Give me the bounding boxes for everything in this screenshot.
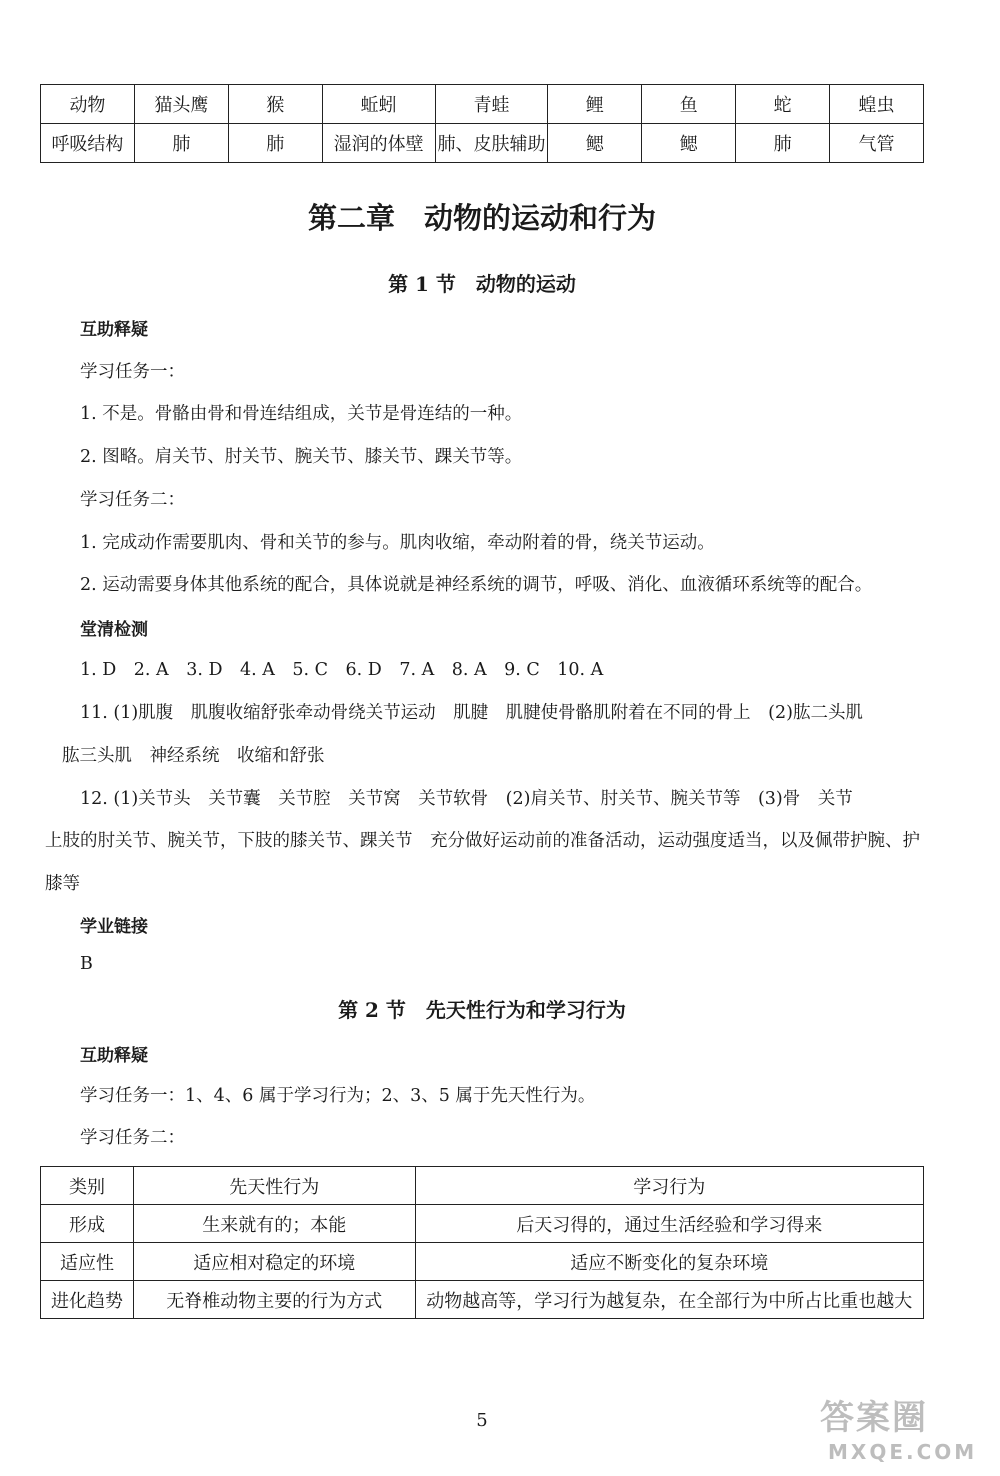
table-cell: 青蛙: [435, 85, 548, 124]
table-row: [41, 1167, 924, 1205]
answer-line: 1. 完成动作需要肌肉、骨和关节的参与。肌肉收缩，牵动附着的骨，绕关节运动。: [80, 533, 715, 553]
answer-choices: 1. D 2. A 3. D 4. A 5. C 6. D 7. A 8. A 9. C 10. A: [80, 660, 604, 680]
heading-mutual-help: 互助释疑: [80, 320, 148, 340]
answer-line: B: [80, 954, 93, 974]
table-cell: 进化趋势: [41, 1281, 134, 1319]
table-cell: 鱼: [642, 85, 736, 124]
table-cell: 湿润的体壁: [322, 124, 435, 163]
section-title: 第 2 节 先天性行为和学习行为: [338, 998, 626, 1022]
table-cell: 动物越高等，学习行为越复杂，在全部行为中所占比重也越大: [415, 1281, 923, 1319]
section-title: 第 1 节 动物的运动: [388, 272, 576, 296]
answer-line: 学习任务一：1、4、6 属于学习行为；2、3、5 属于先天性行为。: [80, 1086, 596, 1106]
table-cell: 肺、皮肤辅助: [435, 124, 548, 163]
answer-line: 2. 运动需要身体其他系统的配合，具体说就是神经系统的调节，呼吸、消化、血液循环系统等的配合。: [80, 575, 873, 595]
table-cell: 肺: [134, 124, 228, 163]
table-cell: 蝗虫: [830, 85, 924, 124]
table-cell: 气管: [830, 124, 924, 163]
table-cell: 形成: [41, 1205, 134, 1243]
heading-class-check: 堂清检测: [80, 620, 148, 640]
table-cell: 适应不断变化的复杂环境: [415, 1243, 923, 1281]
page-number: 5: [476, 1410, 488, 1431]
table-cell: 猴: [228, 85, 322, 124]
table-cell: 后天习得的，通过生活经验和学习得来: [415, 1205, 923, 1243]
table-cell: 适应相对稳定的环境: [133, 1243, 415, 1281]
chapter-title: 第二章 动物的运动和行为: [307, 201, 656, 235]
table-cell: 学习行为: [415, 1167, 923, 1205]
table-cell: 动物: [41, 85, 135, 124]
table-cell: 先天性行为: [133, 1167, 415, 1205]
respiration-table: [40, 84, 924, 163]
table-cell: 鳃: [548, 124, 642, 163]
table-cell: 猫头鹰: [134, 85, 228, 124]
table-row: [41, 1243, 924, 1281]
table-cell: 适应性: [41, 1243, 134, 1281]
table-cell: 无脊椎动物主要的行为方式: [133, 1281, 415, 1319]
table-row: [41, 124, 924, 163]
watermark-logo: 答案圈: [820, 1398, 928, 1438]
answer-line: 上肢的肘关节、腕关节，下肢的膝关节、踝关节 充分做好运动前的准备活动，运动强度适当，以及佩带护腕、护: [45, 831, 920, 851]
table-cell: 呼吸结构: [41, 124, 135, 163]
heading-academic-link: 学业链接: [80, 917, 148, 937]
behavior-table: [40, 1166, 924, 1319]
table-row: [41, 85, 924, 124]
table-cell: 肺: [736, 124, 830, 163]
task-label: 学习任务二：: [80, 1128, 185, 1148]
table-cell: 肺: [228, 124, 322, 163]
answer-line: 11. (1)肌腹 肌腹收缩舒张牵动骨绕关节运动 肌腱 肌腱使骨骼肌附着在不同的骨上 (2)肱二头肌: [80, 703, 863, 723]
table-cell: 鲤: [548, 85, 642, 124]
task-label: 学习任务一：: [80, 362, 185, 382]
table-cell: 鳃: [642, 124, 736, 163]
table-row: [41, 1205, 924, 1243]
answer-line: 12. (1)关节头 关节囊 关节腔 关节窝 关节软骨 (2)肩关节、肘关节、腕关节等 (3)骨 关节: [80, 789, 853, 809]
table-cell: 蚯蚓: [322, 85, 435, 124]
answer-line: 膝等: [45, 874, 80, 894]
task-label: 学习任务二：: [80, 490, 185, 510]
table-row: [41, 1281, 924, 1319]
answer-line: 2. 图略。肩关节、肘关节、腕关节、膝关节、踝关节等。: [80, 447, 523, 467]
watermark-url: MXQE.COM: [828, 1440, 978, 1464]
table-cell: 生来就有的；本能: [133, 1205, 415, 1243]
heading-mutual-help: 互助释疑: [80, 1046, 148, 1066]
answer-line: 肱三头肌 神经系统 收缩和舒张: [62, 746, 325, 766]
answer-line: 1. 不是。骨骼由骨和骨连结组成，关节是骨连结的一种。: [80, 404, 523, 424]
table-cell: 类别: [41, 1167, 134, 1205]
table-cell: 蛇: [736, 85, 830, 124]
